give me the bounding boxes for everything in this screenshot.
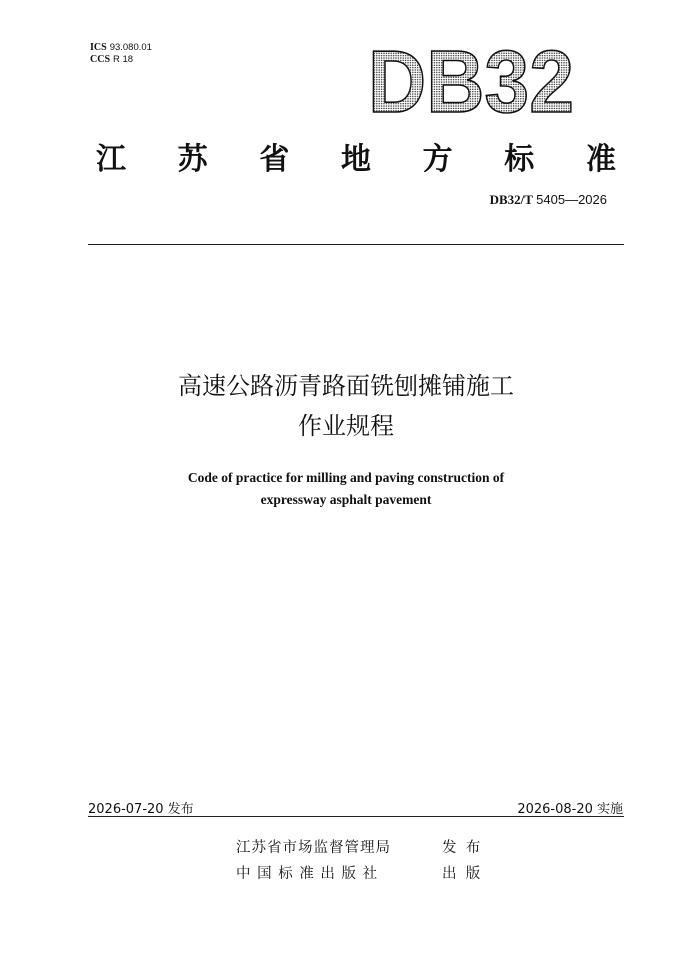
province-char: 方: [422, 142, 453, 177]
implementation-date: 2026-08-20 实施: [517, 802, 623, 817]
province-char: 苏: [177, 142, 208, 177]
issuing-action: 发 布: [442, 840, 481, 856]
province-char: 省: [259, 142, 290, 177]
standard-number: [490, 192, 607, 208]
title-en-line1: Code of practice for milling and paving construction of: [187, 470, 505, 485]
province-char: 地: [340, 142, 371, 177]
publishing-action: 出 版: [442, 866, 481, 882]
title-zh-line2: 作业规程: [298, 412, 394, 440]
province-char: 江: [96, 142, 126, 177]
title-en-line2: expressway asphalt pavement: [260, 492, 432, 507]
ics-value: 93.080.01: [109, 42, 152, 53]
publisher: 中 国 标 准 出 版 社: [236, 866, 379, 882]
title-zh-line1: 高速公路沥青路面铣刨摊铺施工: [178, 372, 514, 400]
standard-prefix: DB32/T: [489, 192, 533, 207]
release-date: 2026-07-20 发布: [88, 802, 194, 817]
top-divider: [88, 244, 624, 245]
ccs-value: R 18: [113, 54, 134, 65]
ccs-label: CCS: [90, 54, 111, 65]
province-standard-title: [96, 134, 616, 178]
issuing-authority: 江苏省市场监督管理局: [236, 840, 391, 856]
bottom-divider: [88, 816, 624, 817]
ics-code: [90, 42, 152, 54]
province-char: 准: [585, 142, 616, 177]
standard-number-value: 5405—2026: [536, 192, 607, 207]
logo-text: DB32: [368, 40, 574, 120]
db32-logo: [366, 40, 576, 120]
ccs-code: [90, 54, 133, 66]
ics-label: ICS: [90, 42, 107, 53]
province-char: 标: [504, 142, 535, 177]
